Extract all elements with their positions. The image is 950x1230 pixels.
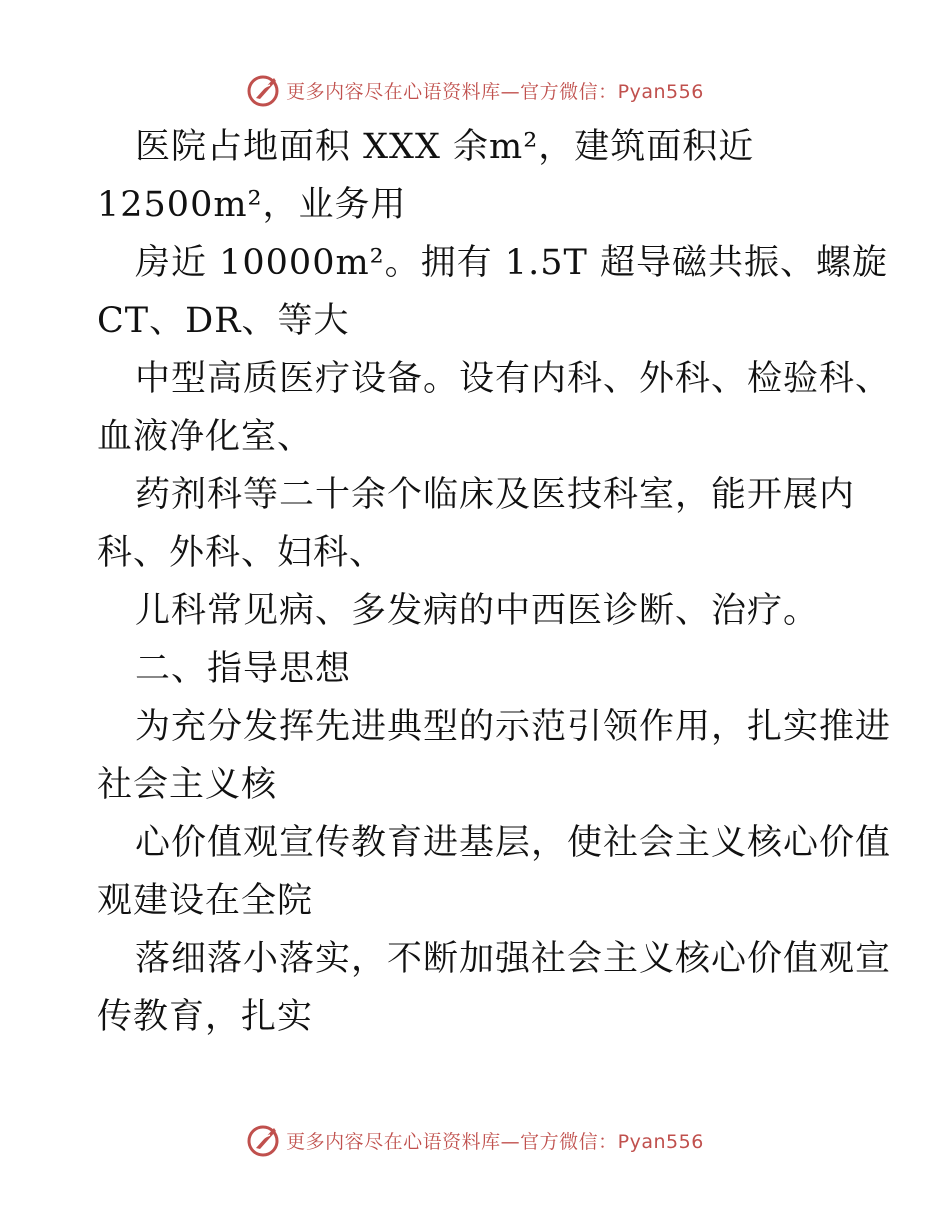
body-line: 儿科常见病、多发病的中西医诊断、治疗。 [135,591,820,631]
body-line: 药剂科等二十余个临床及医技科室，能开展内 [135,475,856,515]
body-line: 心价值观宣传教育进基层，使社会主义核心价值 [135,823,892,863]
body-line: 12500m²，业务用 [97,185,407,225]
body-line: 社会主义核 [97,765,278,805]
body-line: 二、指导思想 [135,649,352,689]
body-line: 传教育，扎实 [97,997,314,1037]
body-line: 血液净化室、 [97,417,314,457]
quill-circle-logo-icon [246,72,282,108]
body-line: 医院占地面积 XXX 余m²，建筑面积近 [135,127,755,167]
body-line: 房近 10000m²。拥有 1.5T 超导磁共振、螺旋 [135,243,888,283]
body-line: 中型高质医疗设备。设有内科、外科、检验科、 [135,359,892,399]
header-watermark [0,70,950,110]
body-line: 落细落小落实，不断加强社会主义核心价值观宣 [135,939,892,979]
quill-circle-logo-icon [246,1122,282,1158]
footer-watermark [0,1120,950,1160]
body-line: 科、外科、妇科、 [97,533,386,573]
watermark-text: 更多内容尽在心语资料库—官方微信：Pyan556 [286,80,704,103]
watermark-text: 更多内容尽在心语资料库—官方微信：Pyan556 [286,1130,704,1153]
body-line: 观建设在全院 [97,881,314,921]
body-line: CT、DR、等大 [97,301,350,341]
document-body [97,118,892,1046]
body-line: 为充分发挥先进典型的示范引领作用，扎实推进 [135,707,892,747]
